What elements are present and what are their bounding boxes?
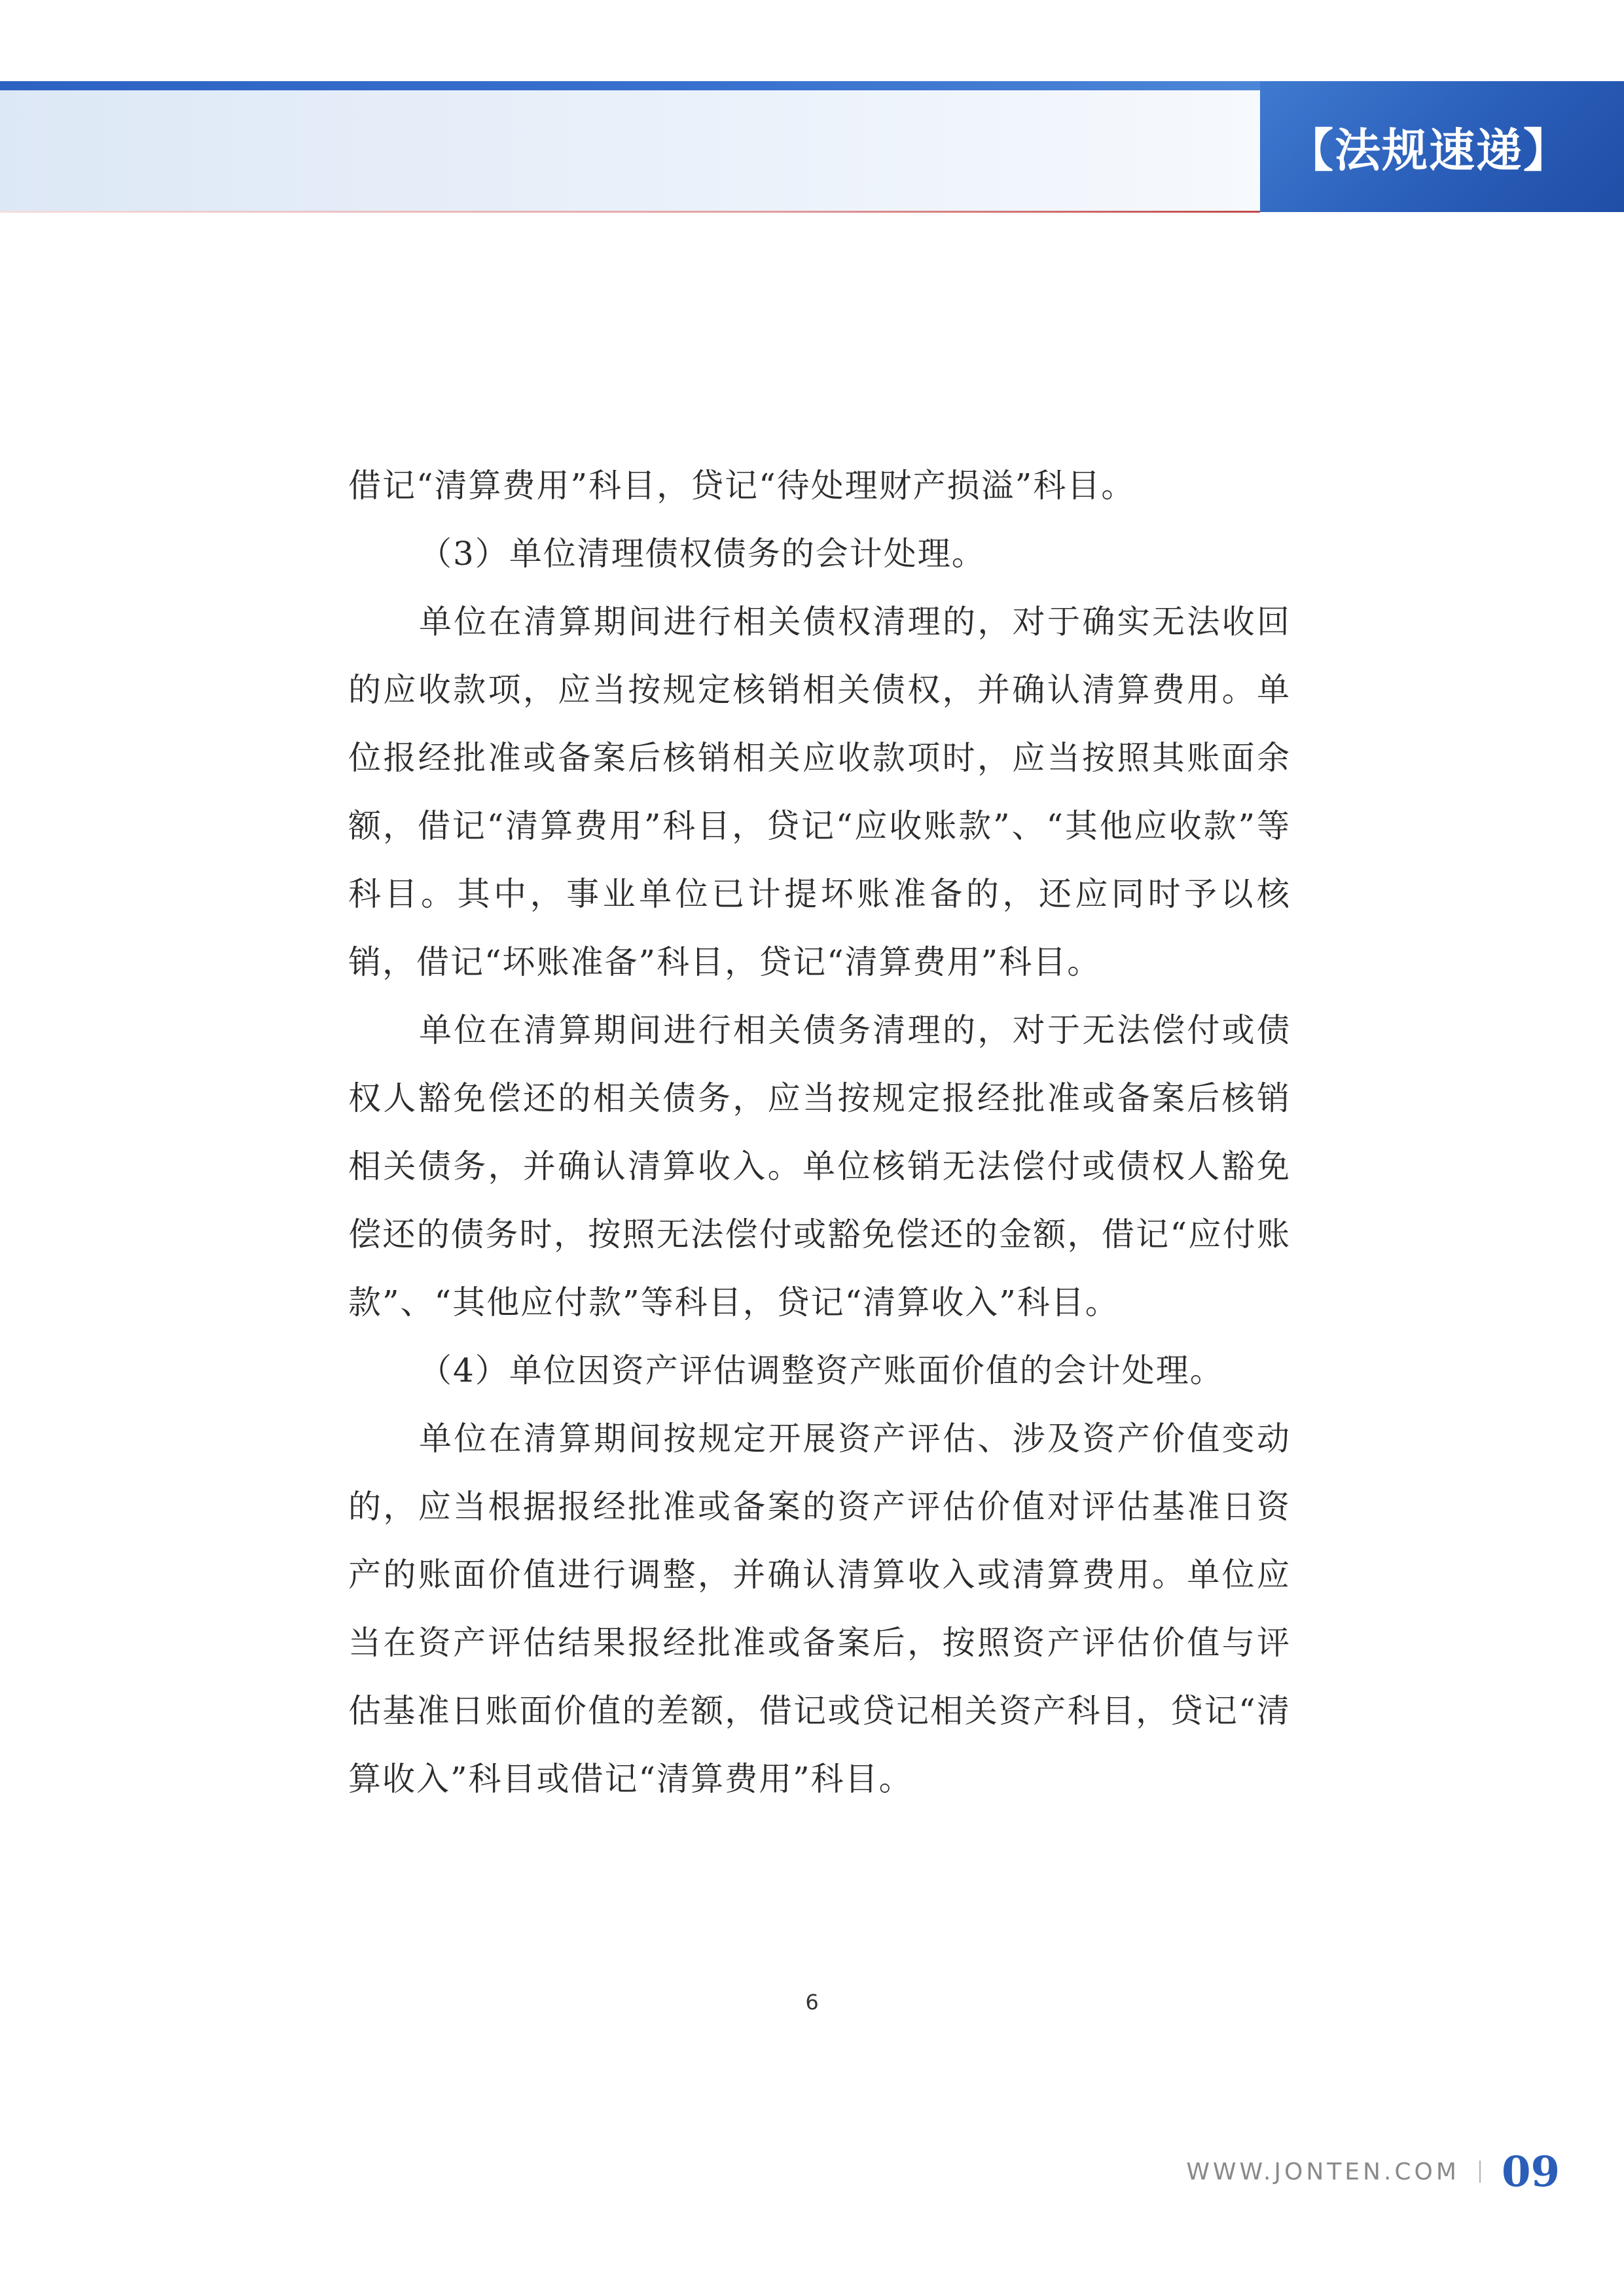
footer-divider — [1479, 2161, 1481, 2183]
paragraph: 借记“清算费用”科目，贷记“待处理财产损溢”科目。 — [348, 467, 1136, 505]
inner-page-number: 6 — [805, 1990, 819, 2015]
section-tag-label: 【法规速递】 — [1288, 123, 1570, 177]
article-body — [348, 452, 1291, 1813]
footer — [1186, 2145, 1560, 2198]
paragraph: 单位在清算期间按规定开展资产评估、涉及资产价值变动的，应当根据报经批准或备案的资产评估价值对评估基准日资产的账面价值进行调整，并确认清算收入或清算费用。单位应当在资产评估结果报经批准或备案后，按照资产评估价值与评估基准日账面价值的差额，借记或贷记相关资产科目，贷记“清算收入”科目或借记“清算费用”科目。 — [348, 1420, 1291, 1798]
header-accent-bar — [0, 81, 1260, 90]
header-band — [0, 90, 1260, 212]
section-tag — [1260, 81, 1624, 212]
paragraph: （3）单位清理债权债务的会计处理。 — [419, 535, 986, 573]
paragraph: 单位在清算期间进行相关债权清理的，对于确实无法收回的应收款项，应当按规定核销相关债权，并确认清算费用。单位报经批准或备案后核销相关应收款项时，应当按照其账面余额，借记“清算费用”科目，贷记“应收账款”、“其他应收款”等科目。其中，事业单位已计提坏账准备的，还应同时予以核销，借记“坏账准备”科目，贷记“清算费用”科目。 — [348, 603, 1291, 981]
paragraph: 单位在清算期间进行相关债务清理的，对于无法偿付或债权人豁免偿还的相关债务，应当按规定报经批准或备案后核销相关债务，并确认清算收入。单位核销无法偿付或债权人豁免偿还的债务时，按照无法偿付或豁免偿还的金额，借记“应付账款”、“其他应付款”等科目，贷记“清算收入”科目。 — [348, 1011, 1291, 1321]
footer-website[interactable]: WWW.JONTEN.COM — [1186, 2158, 1460, 2185]
header-rule — [0, 211, 1260, 213]
paragraph: （4）单位因资产评估调整资产账面价值的会计处理。 — [419, 1352, 1224, 1390]
footer-page-number: 09 — [1501, 2147, 1560, 2197]
